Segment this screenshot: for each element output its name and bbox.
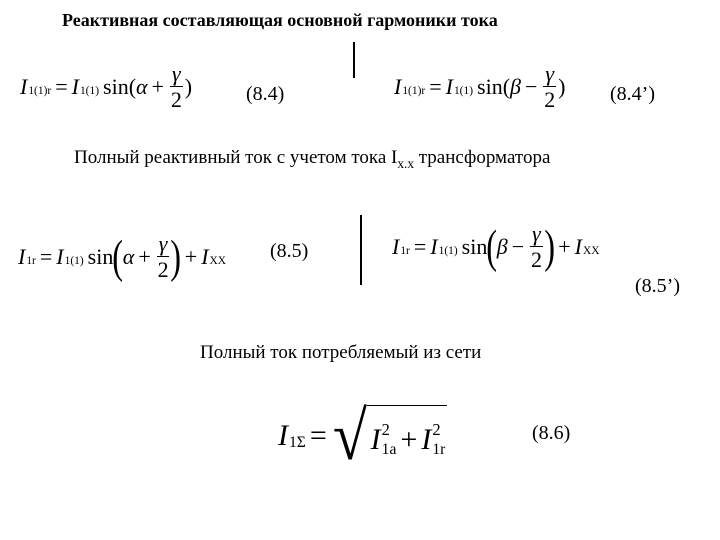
symbol-I: I [421, 422, 432, 456]
symbol-I: I [430, 233, 438, 259]
sin-function: sin [87, 243, 114, 269]
formula-8-5-prime: I 1r = I 1(1) sin ( β − $\frac{\gamma}{2}$ ) + I XX [392, 220, 600, 273]
subscript: 1r [400, 245, 410, 258]
sin-function: sin [461, 233, 488, 259]
formula-8-6: I 1Σ = √ I 2 1a + I 2 1r [278, 398, 446, 474]
gamma-symbol: γ [158, 231, 168, 256]
equation-number-8-6: (8.6) [532, 422, 571, 444]
radical-sign: √ [332, 398, 367, 474]
fraction [170, 62, 183, 111]
gamma-symbol: γ [532, 221, 541, 246]
subscript: 1Σ [289, 434, 306, 452]
symbol-I: I [370, 422, 381, 456]
subscript: XX [582, 245, 600, 258]
denominator: 2 [544, 87, 556, 113]
equation-number-8-4-prime: (8.4’) [610, 83, 655, 105]
superscript: 2 [381, 419, 390, 439]
symbol-I: I [20, 73, 28, 99]
sin-function: sin [477, 73, 503, 99]
subscript: 1(1) [79, 85, 100, 98]
beta-symbol: β [510, 73, 521, 99]
subscript: 1(1) [438, 245, 458, 258]
fraction [543, 62, 556, 111]
subscript: 1r [26, 255, 36, 268]
equation-number-8-5-prime: (8.5’) [635, 275, 680, 297]
separator-line-middle [360, 215, 362, 285]
denominator: 2 [157, 257, 169, 283]
alpha-symbol: α [136, 73, 148, 99]
subscript: 1(1) [453, 85, 474, 98]
radicand: I 2 1a + I 2 1r [367, 405, 448, 467]
subscript: XX [209, 255, 227, 268]
section-label-text: Полный реактивный ток с учетом тока I [74, 147, 398, 168]
equation-number-8-5: (8.5) [270, 240, 309, 262]
equation-number-8-4: (8.4) [246, 83, 285, 105]
symbol-I: I [445, 73, 453, 99]
section-label-full-reactive [74, 147, 550, 169]
subscript: 1a [381, 440, 397, 458]
alpha-symbol: α [122, 243, 135, 269]
symbol-I: I [201, 243, 209, 269]
symbol-I: I [71, 73, 79, 99]
subscript: 1(1)r [28, 85, 52, 98]
page-heading: Реактивная составляющая основной гармоники тока [62, 10, 498, 30]
square-root [331, 398, 448, 474]
fraction [530, 222, 543, 271]
gamma-symbol: γ [545, 61, 555, 86]
subscript: 1r [432, 440, 446, 458]
denominator: 2 [170, 87, 182, 113]
formula-8-5: I 1r = I 1(1) sin ( α + $\frac{\gamma}{2}$ ) + I XX [18, 230, 227, 283]
symbol-I: I [392, 233, 400, 259]
section-label-subscript: x.x [397, 155, 414, 171]
symbol-I: I [278, 419, 288, 453]
symbol-I: I [394, 73, 402, 99]
sin-function: sin [103, 73, 129, 99]
formula-8-4-prime: I 1(1)r = I 1(1) sin ( β − $\frac{\gamma}{2}$ ) [394, 61, 566, 113]
formula-8-4: I 1(1)r = I 1(1) sin ( α + $\frac{\gamma}{2}$ ) [20, 61, 193, 113]
separator-line-top [353, 42, 355, 78]
beta-symbol: β [496, 233, 508, 259]
section-label-tail: трансформатора [413, 147, 551, 168]
section-label-total-current: Полный ток потребляемый из сети [200, 342, 482, 363]
fraction [157, 232, 170, 281]
subscript: 1(1)r [402, 85, 426, 98]
symbol-I: I [574, 233, 582, 259]
subscript: 1(1) [64, 255, 84, 268]
symbol-I: I [18, 243, 26, 269]
symbol-I: I [56, 243, 64, 269]
gamma-symbol: γ [172, 61, 181, 86]
denominator: 2 [530, 247, 542, 273]
superscript: 2 [432, 419, 441, 439]
